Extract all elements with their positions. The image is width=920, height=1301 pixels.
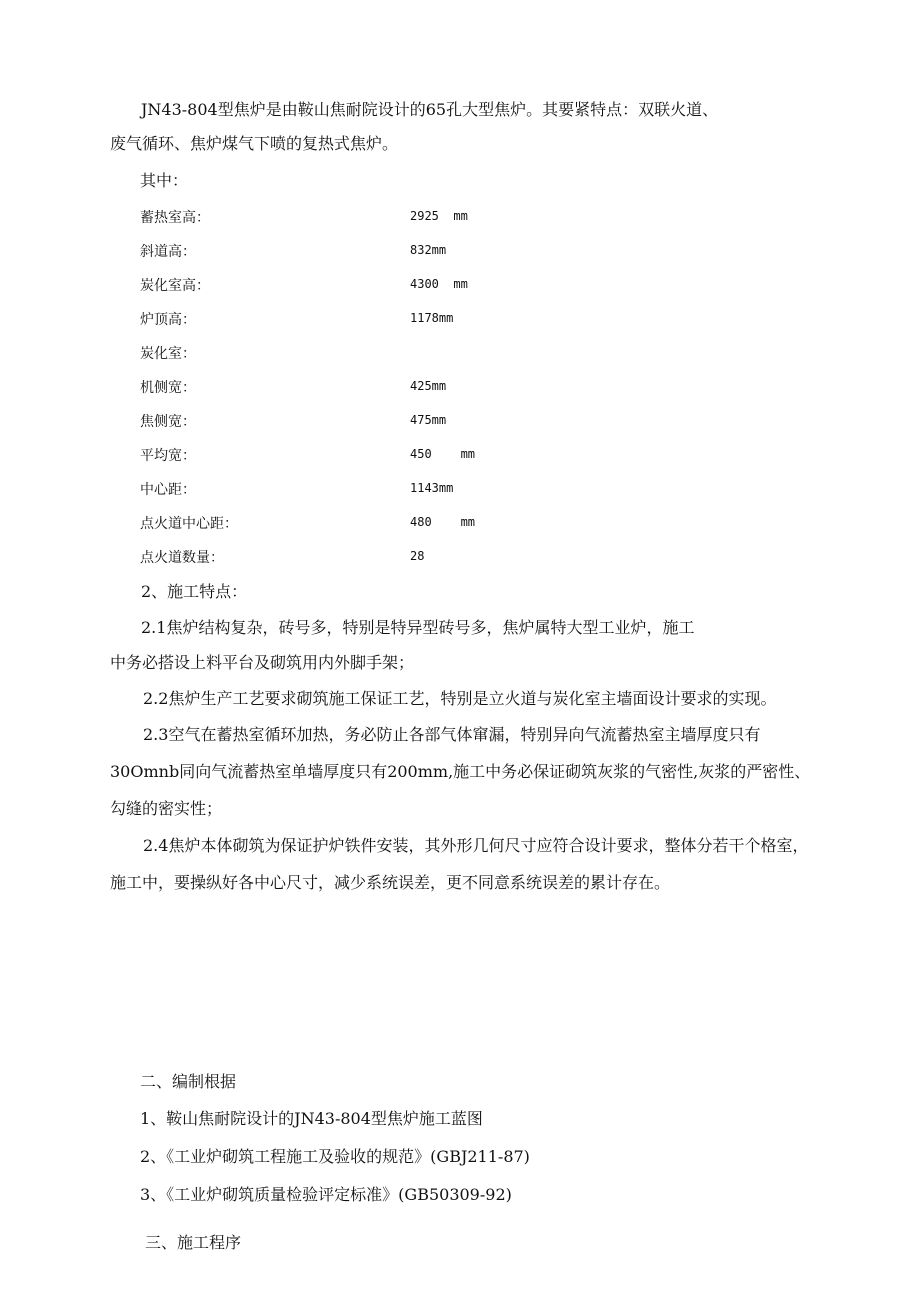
spec-label: 蓄热室高：	[140, 210, 210, 226]
spec-label: 炉顶高：	[140, 312, 196, 328]
spec-label: 炭化室：	[140, 346, 196, 362]
spec-label: 中心距：	[140, 482, 196, 498]
intro-among: 其中：	[140, 171, 189, 190]
feature-2-1-line-2: 中务必搭设上料平台及砌筑用内外脚手架；	[110, 653, 415, 672]
feature-2-3-line-3: 勾缝的密实性；	[110, 799, 223, 818]
feature-2-4-line-2: 施工中，要操纵好各中心尺寸，减少系统误差，更不同意系统误差的累计存在。	[110, 873, 671, 892]
spec-value: 480 mm	[410, 515, 476, 529]
spec-value: 28	[410, 549, 425, 563]
basis-item-2: 2、《工业炉砌筑工程施工及验收的规范》(GBJ211-87)	[140, 1147, 530, 1166]
feature-2-1-line-1: 2.1焦炉结构复杂，砖号多，特别是特异型砖号多，焦炉属特大型工业炉，施工	[141, 618, 695, 637]
spec-value: 1143mm	[410, 481, 454, 495]
intro-line-1: JN43-804型焦炉是由鞍山焦耐院设计的65孔大型焦炉。其要紧特点：双联火道、	[141, 100, 719, 119]
spec-label: 机侧宽：	[140, 380, 196, 396]
spec-value: 2925 mm	[410, 209, 468, 223]
feature-2-3-line-1: 2.3空气在蓄热室循环加热，务必防止各部气体窜漏，特别异向气流蓄热室主墙厚度只有	[143, 725, 761, 744]
basis-item-3: 3、《工业炉砌筑质量检验评定标准》(GB50309-92)	[140, 1185, 512, 1204]
spec-label: 斜道高：	[140, 244, 196, 260]
spec-label: 炭化室高：	[140, 278, 210, 294]
spec-label: 点火道数量：	[140, 550, 224, 566]
spec-value: 450 mm	[410, 447, 476, 461]
spec-label: 平均宽：	[140, 448, 196, 464]
spec-value: 1178mm	[410, 311, 454, 325]
basis-heading: 二、编制根据	[140, 1072, 237, 1091]
intro-line-2: 废气循环、焦炉煤气下喷的复热式焦炉。	[110, 134, 399, 153]
feature-2-2: 2.2焦炉生产工艺要求砌筑施工保证工艺，特别是立火道与炭化室主墙面设计要求的实现。	[143, 689, 777, 708]
feature-2-4-line-1: 2.4焦炉本体砌筑为保证护炉铁件安装，其外形几何尺寸应符合设计要求，整体分若干个格室，	[143, 836, 809, 855]
spec-value: 4300 mm	[410, 277, 468, 291]
spec-value: 832mm	[410, 243, 447, 257]
basis-item-1: 1、鞍山焦耐院设计的JN43-804型焦炉施工蓝图	[140, 1109, 483, 1128]
spec-label: 焦侧宽：	[140, 414, 196, 430]
procedure-heading: 三、施工程序	[145, 1233, 242, 1252]
spec-label: 点火道中心距：	[140, 516, 238, 532]
spec-value: 475mm	[410, 413, 447, 427]
features-heading: 2、施工特点：	[141, 582, 248, 601]
spec-value: 425mm	[410, 379, 447, 393]
feature-2-3-line-2: 30Omnb同向气流蓄热室单墙厚度只有200mm,施工中务必保证砌筑灰浆的气密性,灰浆的严密性、	[110, 762, 811, 781]
